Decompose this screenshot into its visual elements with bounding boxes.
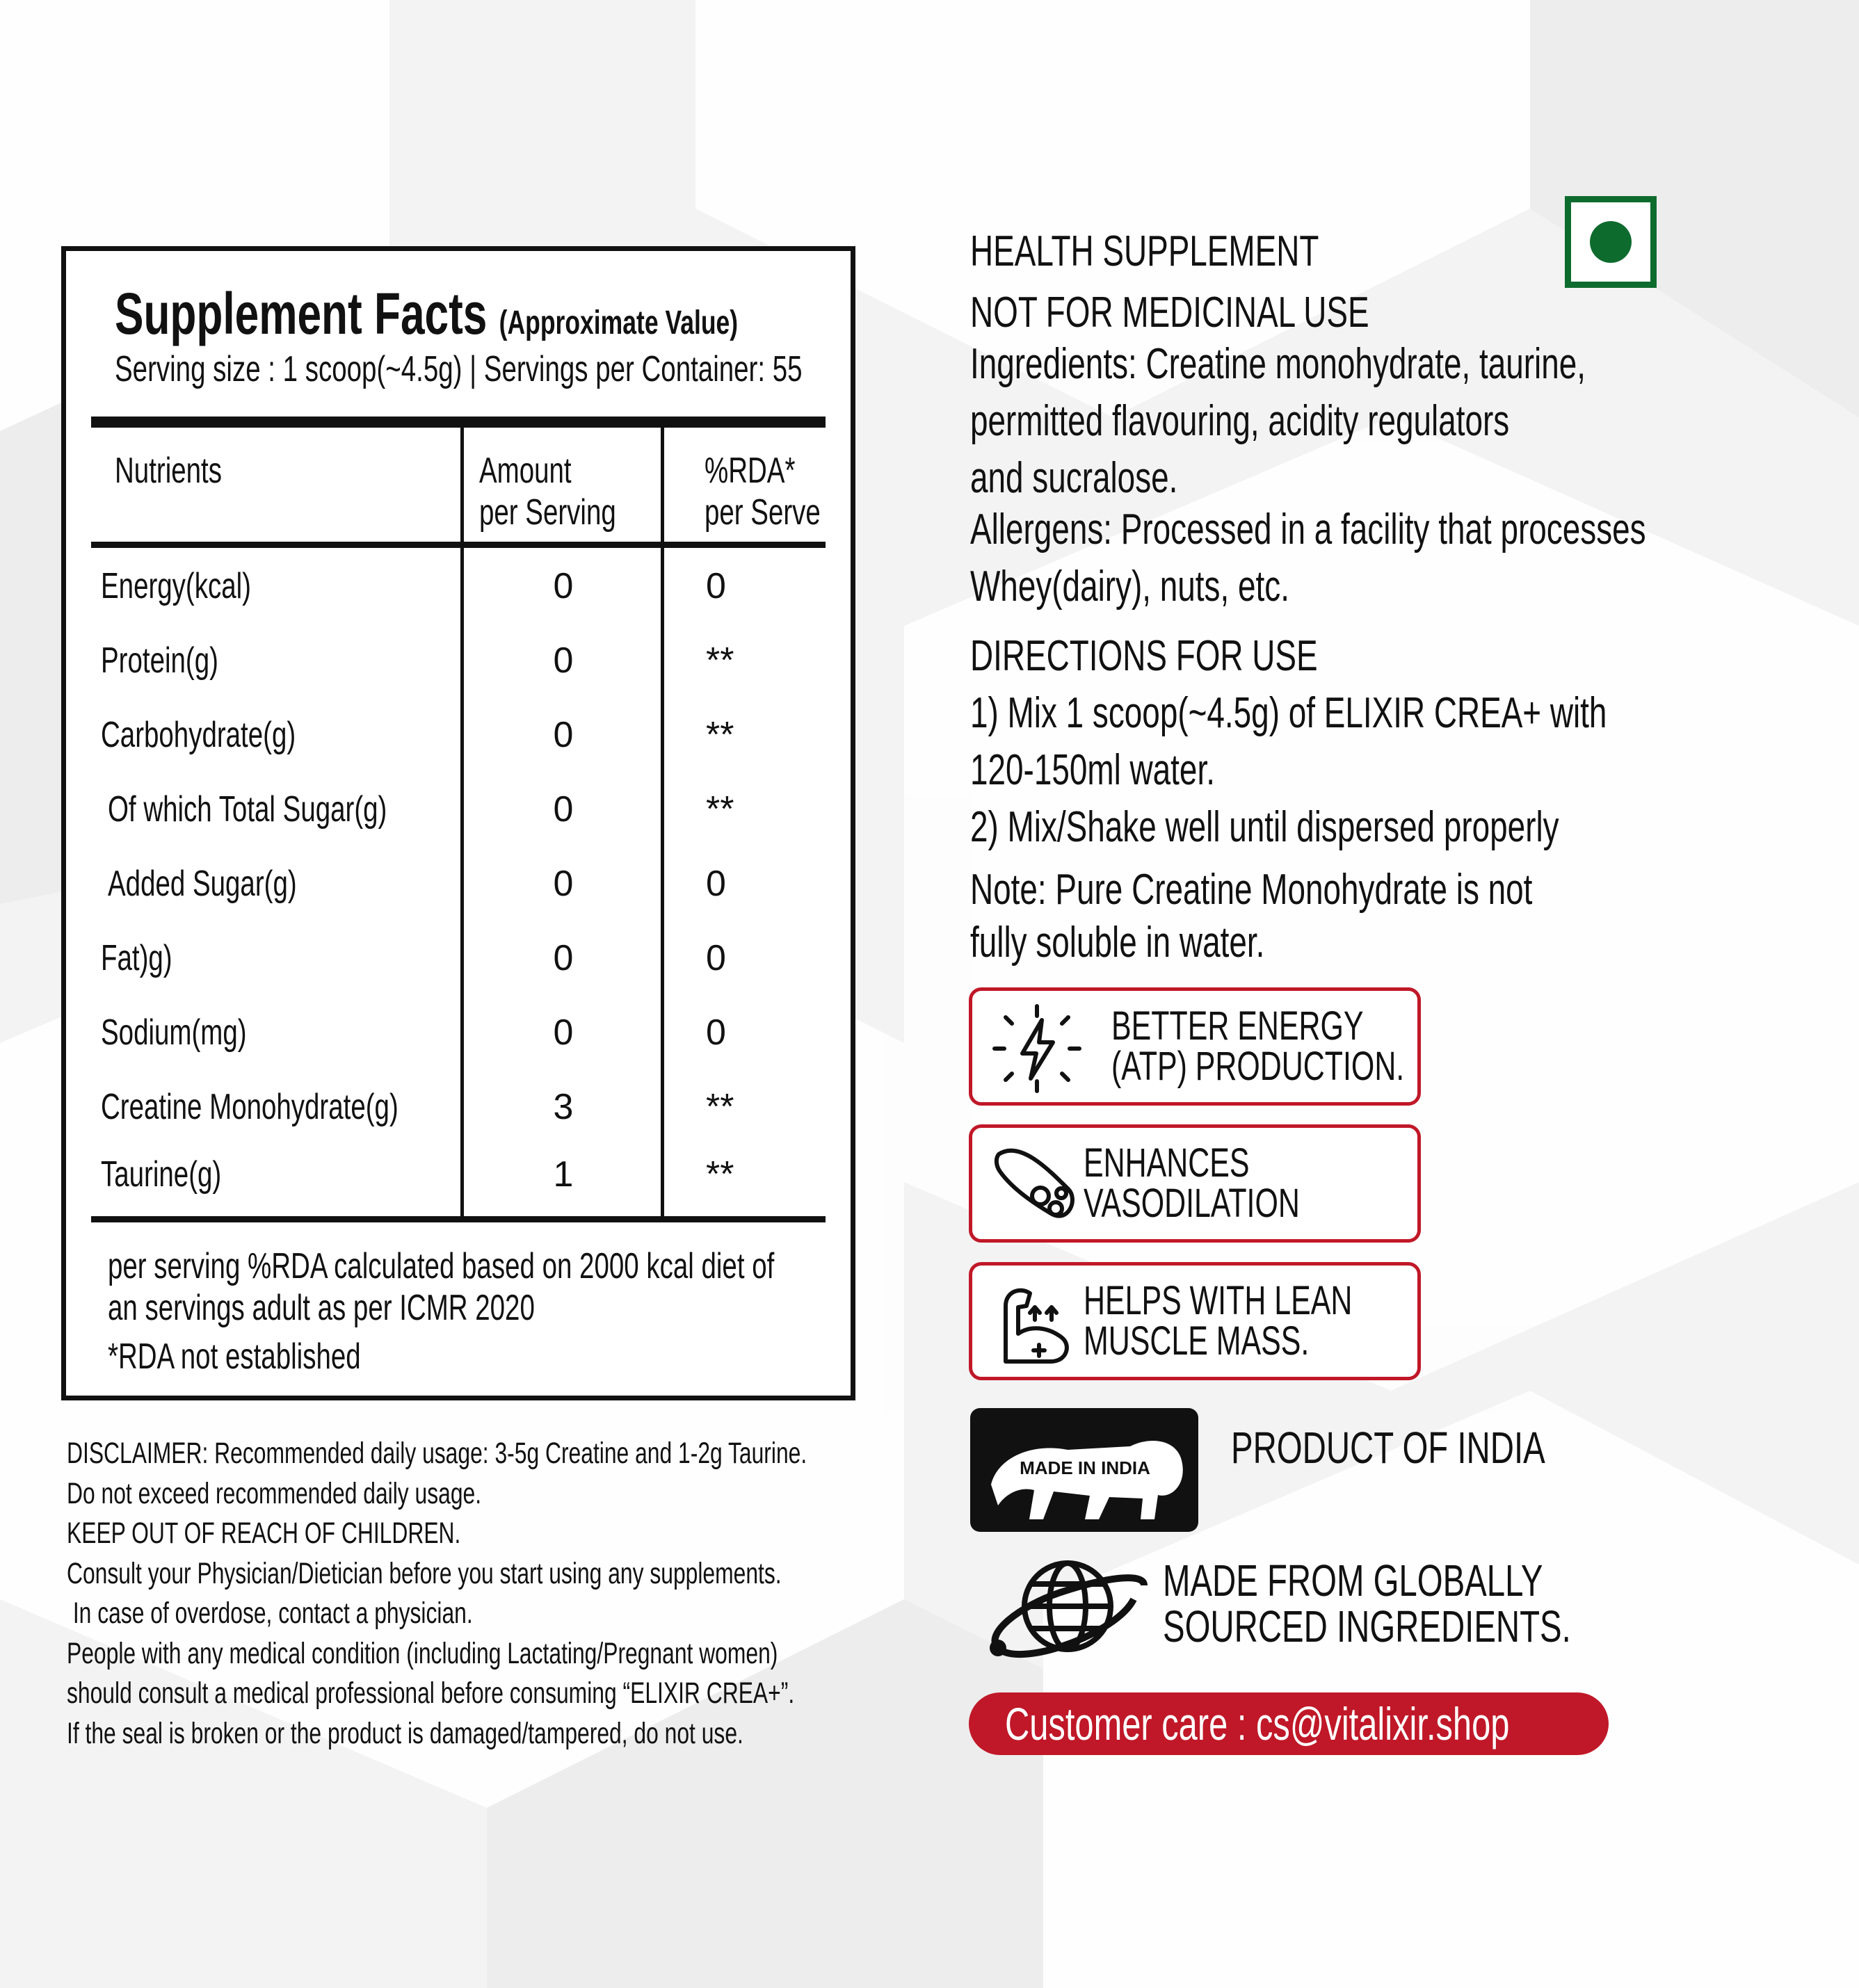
facts-title-text: Supplement Facts [115,281,488,346]
header-divider [91,542,826,548]
disclaimer-line: Consult your Physician/Dietician before you start using any supplements. [67,1556,782,1590]
globe-icon [977,1551,1151,1669]
global-ingredients-label: MADE FROM GLOBALLY SOURCED INGREDIENTS. [1163,1555,1571,1651]
feature-label: (ATP) PRODUCTION. [1111,1044,1405,1089]
nutrient-rda: 0 [706,938,726,978]
ingredients-line: permitted flavouring, acidity regulators [970,397,1510,445]
table-row [66,1071,851,1145]
health-supplement-label: HEALTH SUPPLEMENT [970,227,1319,275]
nutrient-amount: 0 [553,864,574,904]
disclaimer-line: Do not exceed recommended daily usage. [67,1476,482,1510]
facts-title [115,280,957,348]
nutrient-name: Of which Total Sugar(g) [108,789,387,830]
disclaimer-line: In case of overdose, contact a physician. [67,1597,473,1630]
ingredients-line: and sucralose. [970,454,1178,502]
directions-line: 1) Mix 1 scoop(~4.5g) of ELIXIR CREA+ with [970,689,1607,737]
table-row [66,773,851,848]
header-rda: %RDA* per Serve [705,451,821,533]
nutrient-name: Added Sugar(g) [108,864,297,904]
table-row [66,699,851,773]
note-line: Note: Pure Creatine Monohydrate is not [970,866,1533,914]
feature-better-energy [969,987,1421,1106]
feature-label: ENHANCES [1084,1140,1250,1186]
table-row [66,922,851,996]
nutrient-rda: ** [706,789,734,830]
nutrient-name: Energy(kcal) [101,566,251,606]
nutrient-rda: ** [706,640,734,681]
feature-lean-muscle [969,1262,1421,1380]
directions-line: 2) Mix/Shake well until dispersed properly [970,803,1559,851]
rda-footnote-2: an servings adult as per ICMR 2020 [108,1288,535,1328]
header-nutrients: Nutrients [115,451,222,491]
allergens-line: Allergens: Processed in a facility that processes [970,506,1646,553]
table-row [66,550,851,624]
nutrient-name: Sodium(mg) [101,1012,247,1053]
table-row [66,624,851,699]
nutrient-rda: 0 [706,1012,726,1053]
feature-label: BETTER ENERGY [1111,1003,1364,1049]
directions-title: DIRECTIONS FOR USE [970,632,1318,680]
ingredients-line: Ingredients: Creatine monohydrate, taurine, [970,340,1586,388]
nutrient-rda: 0 [706,566,726,606]
feature-label: HELPS WITH LEAN [1084,1278,1353,1323]
nutrient-name: Protein(g) [101,640,218,681]
supplement-facts-panel [61,246,855,1400]
nutrient-rda: ** [706,1087,734,1127]
disclaimer-line: If the seal is broken or the product is damaged/tampered, do not use. [67,1716,743,1750]
rda-footnote-1: per serving %RDA calculated based on 2000 kcal diet of [108,1246,775,1286]
nutrient-amount: 0 [553,566,574,606]
product-of-india-label: PRODUCT OF INDIA [1231,1423,1545,1473]
disclaimer-line: DISCLAIMER: Recommended daily usage: 3-5g Creatine and 1-2g Taurine. [67,1437,807,1470]
allergens-line: Whey(dairy), nuts, etc. [970,563,1289,611]
nutrient-amount: 1 [553,1154,574,1195]
nutrient-name: Fat)g) [101,938,172,978]
disclaimer-line: People with any medical condition (including Lactating/Pregnant women) [67,1636,778,1670]
disclaimer-line: should consult a medical professional before consuming “ELIXIR CREA+”. [67,1676,795,1710]
lion-icon [970,1408,1198,1532]
feature-vasodilation [969,1124,1421,1243]
nutrient-amount: 0 [553,789,574,830]
nutrient-amount: 3 [553,1087,574,1127]
feature-label: MUSCLE MASS. [1084,1318,1310,1364]
directions-line: 120-150ml water. [970,746,1215,794]
veg-mark-icon [1565,196,1657,288]
nutrient-rda: 0 [706,864,726,904]
not-medicinal-label: NOT FOR MEDICINAL USE [970,289,1369,337]
header-amount: Amount per Serving [479,451,616,533]
made-in-india-text: MADE IN INDIA [1020,1457,1150,1478]
nutrient-rda: ** [706,715,734,755]
rda-footnote-3: *RDA not established [108,1336,361,1377]
table-row [66,996,851,1071]
customer-care-banner [969,1692,1609,1755]
nutrient-name: Taurine(g) [101,1154,222,1195]
disclaimer-line: KEEP OUT OF REACH OF CHILDREN. [67,1517,461,1550]
customer-care-text: Customer care : cs@vitalixir.shop [1005,1698,1510,1749]
thick-divider [91,417,826,428]
made-in-india-badge [970,1408,1198,1532]
nutrient-rda: ** [706,1154,734,1195]
nutrient-amount: 0 [553,715,574,755]
serving-size-line: Serving size : 1 scoop(~4.5g) | Servings per Container: 55 [115,349,803,389]
nutrient-name: Creatine Monohydrate(g) [101,1087,399,1127]
lightning-icon [992,1003,1082,1094]
nutrient-amount: 0 [553,640,574,681]
nutrient-amount: 0 [553,938,574,978]
nutrient-amount: 0 [553,1012,574,1053]
disclaimer [67,1434,901,1754]
table-row [66,848,851,922]
feature-label: VASODILATION [1084,1181,1300,1226]
facts-title-note: (Approximate Value) [499,305,739,341]
note-line: fully soluble in water. [970,919,1265,967]
footer-divider [91,1216,826,1222]
nutrient-name: Carbohydrate(g) [101,715,296,755]
blood-vessel-icon [992,1140,1082,1231]
table-row [66,1138,851,1213]
flexed-arm-icon [992,1278,1082,1368]
